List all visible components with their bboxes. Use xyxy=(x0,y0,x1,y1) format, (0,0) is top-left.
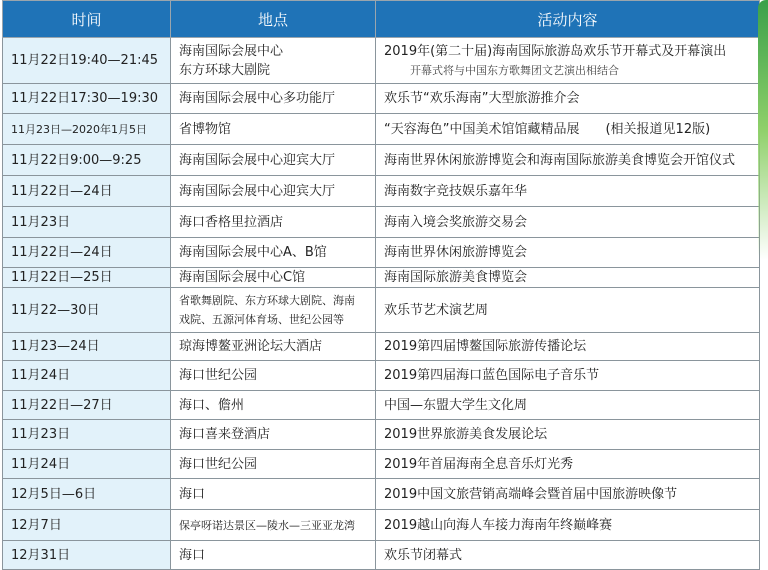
activity-cell xyxy=(376,84,760,114)
place-cell xyxy=(171,114,376,145)
activity-cell xyxy=(376,176,760,207)
table-row xyxy=(3,479,760,510)
time-cell: 11月22日17:30—19:30 xyxy=(3,84,171,114)
activity-text: 2019第四届海口蓝色国际电子音乐节 xyxy=(384,368,600,383)
activity-cell xyxy=(376,38,760,84)
time-cell: 11月23日—2020年1月5日 xyxy=(3,114,171,145)
activity-text: 2019越山向海人车接力海南年终巅峰赛 xyxy=(384,517,613,533)
activity-text: 欢乐节艺术演艺周 xyxy=(384,302,489,318)
activity-text: “天容海色”中国美术馆馆藏精品展 (相关报道见12版) xyxy=(384,121,711,137)
place-text: 海口世纪公园 xyxy=(179,368,258,383)
activity-cell xyxy=(376,420,760,450)
activity-cell xyxy=(376,541,760,570)
time-cell: 12月5日—6日 xyxy=(3,479,171,510)
activity-cell xyxy=(376,288,760,333)
time-cell: 11月24日 xyxy=(3,450,171,479)
place-text: 海口喜来登酒店 xyxy=(179,427,271,442)
activity-text: 海南世界休闲旅游博览会 xyxy=(384,245,528,260)
table-row xyxy=(3,114,760,145)
activity-cell xyxy=(376,510,760,541)
table-row xyxy=(3,541,760,570)
table-row xyxy=(3,333,760,361)
time-cell: 11月22日19:40—21:45 xyxy=(3,38,171,84)
time-cell: 11月22日9:00—9:25 xyxy=(3,145,171,176)
time-cell: 11月22—30日 xyxy=(3,288,171,333)
place-cell xyxy=(171,391,376,420)
place-cell xyxy=(171,238,376,268)
table-row xyxy=(3,238,760,268)
table-row xyxy=(3,84,760,114)
activity-cell xyxy=(376,207,760,238)
place-text: 海南国际会展中心迎宾大厅 xyxy=(179,152,336,168)
time-cell: 12月7日 xyxy=(3,510,171,541)
place-cell xyxy=(171,420,376,450)
activity-text: 海南世界休闲旅游博览会和海南国际旅游美食博览会开馆仪式 xyxy=(384,152,736,168)
table-row xyxy=(3,420,760,450)
place-text-line2: 东方环球大剧院 xyxy=(179,62,271,78)
time-cell: 11月23日 xyxy=(3,420,171,450)
place-cell xyxy=(171,333,376,361)
activity-cell xyxy=(376,391,760,420)
place-text: 海南国际会展中心C馆 xyxy=(179,270,306,285)
place-text: 海南国际会展中心A、B馆 xyxy=(179,245,327,260)
place-cell xyxy=(171,361,376,391)
activity-text: 欢乐节闭幕式 xyxy=(384,547,463,563)
place-text: 琼海博鳌亚洲论坛大酒店 xyxy=(179,339,323,354)
activity-text: 海南数字竞技娱乐嘉年华 xyxy=(384,183,528,199)
activity-cell xyxy=(376,333,760,361)
table-row xyxy=(3,288,760,333)
time-cell: 11月24日 xyxy=(3,361,171,391)
activity-cell xyxy=(376,450,760,479)
place-cell xyxy=(171,176,376,207)
place-text: 海口、儋州 xyxy=(179,397,245,413)
table-row xyxy=(3,450,760,479)
place-text: 海口 xyxy=(179,486,206,502)
activity-note: 开幕式将与中国东方歌舞团文艺演出相结合 xyxy=(410,63,619,77)
time-cell: 12月31日 xyxy=(3,541,171,570)
activity-text: 2019世界旅游美食发展论坛 xyxy=(384,427,548,442)
place-cell xyxy=(171,510,376,541)
activity-text: 2019年首届海南全息音乐灯光秀 xyxy=(384,456,574,472)
table-row xyxy=(3,510,760,541)
activity-text: 中国—东盟大学生文化周 xyxy=(384,397,528,413)
table-row xyxy=(3,176,760,207)
table-row xyxy=(3,361,760,391)
place-cell xyxy=(171,450,376,479)
activity-text: 欢乐节“欢乐海南”大型旅游推介会 xyxy=(384,91,580,106)
table-row xyxy=(3,391,760,420)
place-cell xyxy=(171,479,376,510)
place-text: 省博物馆 xyxy=(179,121,232,137)
header-place: 地点 xyxy=(171,1,376,38)
time-cell: 11月23—24日 xyxy=(3,333,171,361)
place-text: 海南国际会展中心 xyxy=(179,43,284,59)
event-schedule-table xyxy=(2,0,760,570)
activity-cell xyxy=(376,268,760,288)
time-cell: 11月22日—27日 xyxy=(3,391,171,420)
table-row xyxy=(3,38,760,84)
place-cell xyxy=(171,288,376,333)
table-row xyxy=(3,207,760,238)
activity-cell xyxy=(376,238,760,268)
table-row xyxy=(3,145,760,176)
place-text-line2: 戏院、五源河体育场、世纪公园等 xyxy=(179,313,344,326)
place-cell xyxy=(171,541,376,570)
place-cell xyxy=(171,145,376,176)
place-cell xyxy=(171,84,376,114)
place-text: 省歌舞剧院、东方环球大剧院、海南 xyxy=(179,294,355,307)
header-time: 时间 xyxy=(3,1,171,38)
header-row xyxy=(3,1,760,38)
activity-text: 2019第四届博鳌国际旅游传播论坛 xyxy=(384,339,587,354)
place-text: 海口 xyxy=(179,547,206,563)
place-text: 海口香格里拉酒店 xyxy=(179,214,284,230)
time-cell: 11月22日—24日 xyxy=(3,176,171,207)
table-row xyxy=(3,268,760,288)
activity-cell xyxy=(376,479,760,510)
activity-cell xyxy=(376,114,760,145)
place-cell xyxy=(171,268,376,288)
time-cell: 11月22日—24日 xyxy=(3,238,171,268)
time-cell: 11月23日 xyxy=(3,207,171,238)
time-cell: 11月22日—25日 xyxy=(3,268,171,288)
activity-cell xyxy=(376,145,760,176)
activity-cell xyxy=(376,361,760,391)
place-text: 海口世纪公园 xyxy=(179,456,258,472)
place-text: 海南国际会展中心多功能厅 xyxy=(179,91,336,106)
place-cell xyxy=(171,38,376,84)
place-text: 海南国际会展中心迎宾大厅 xyxy=(179,183,336,199)
activity-text: 2019年(第二十届)海南国际旅游岛欢乐节开幕式及开幕演出 xyxy=(384,43,727,59)
place-text: 保亭呀诺达景区—陵水—三亚亚龙湾 xyxy=(179,518,355,532)
activity-text: 海南国际旅游美食博览会 xyxy=(384,270,528,285)
header-activity: 活动内容 xyxy=(376,1,760,38)
activity-text: 2019中国文旅营销高端峰会暨首届中国旅游映像节 xyxy=(384,486,678,502)
place-cell xyxy=(171,207,376,238)
leaf-decoration xyxy=(758,0,768,260)
activity-text: 海南入境会奖旅游交易会 xyxy=(384,214,528,230)
